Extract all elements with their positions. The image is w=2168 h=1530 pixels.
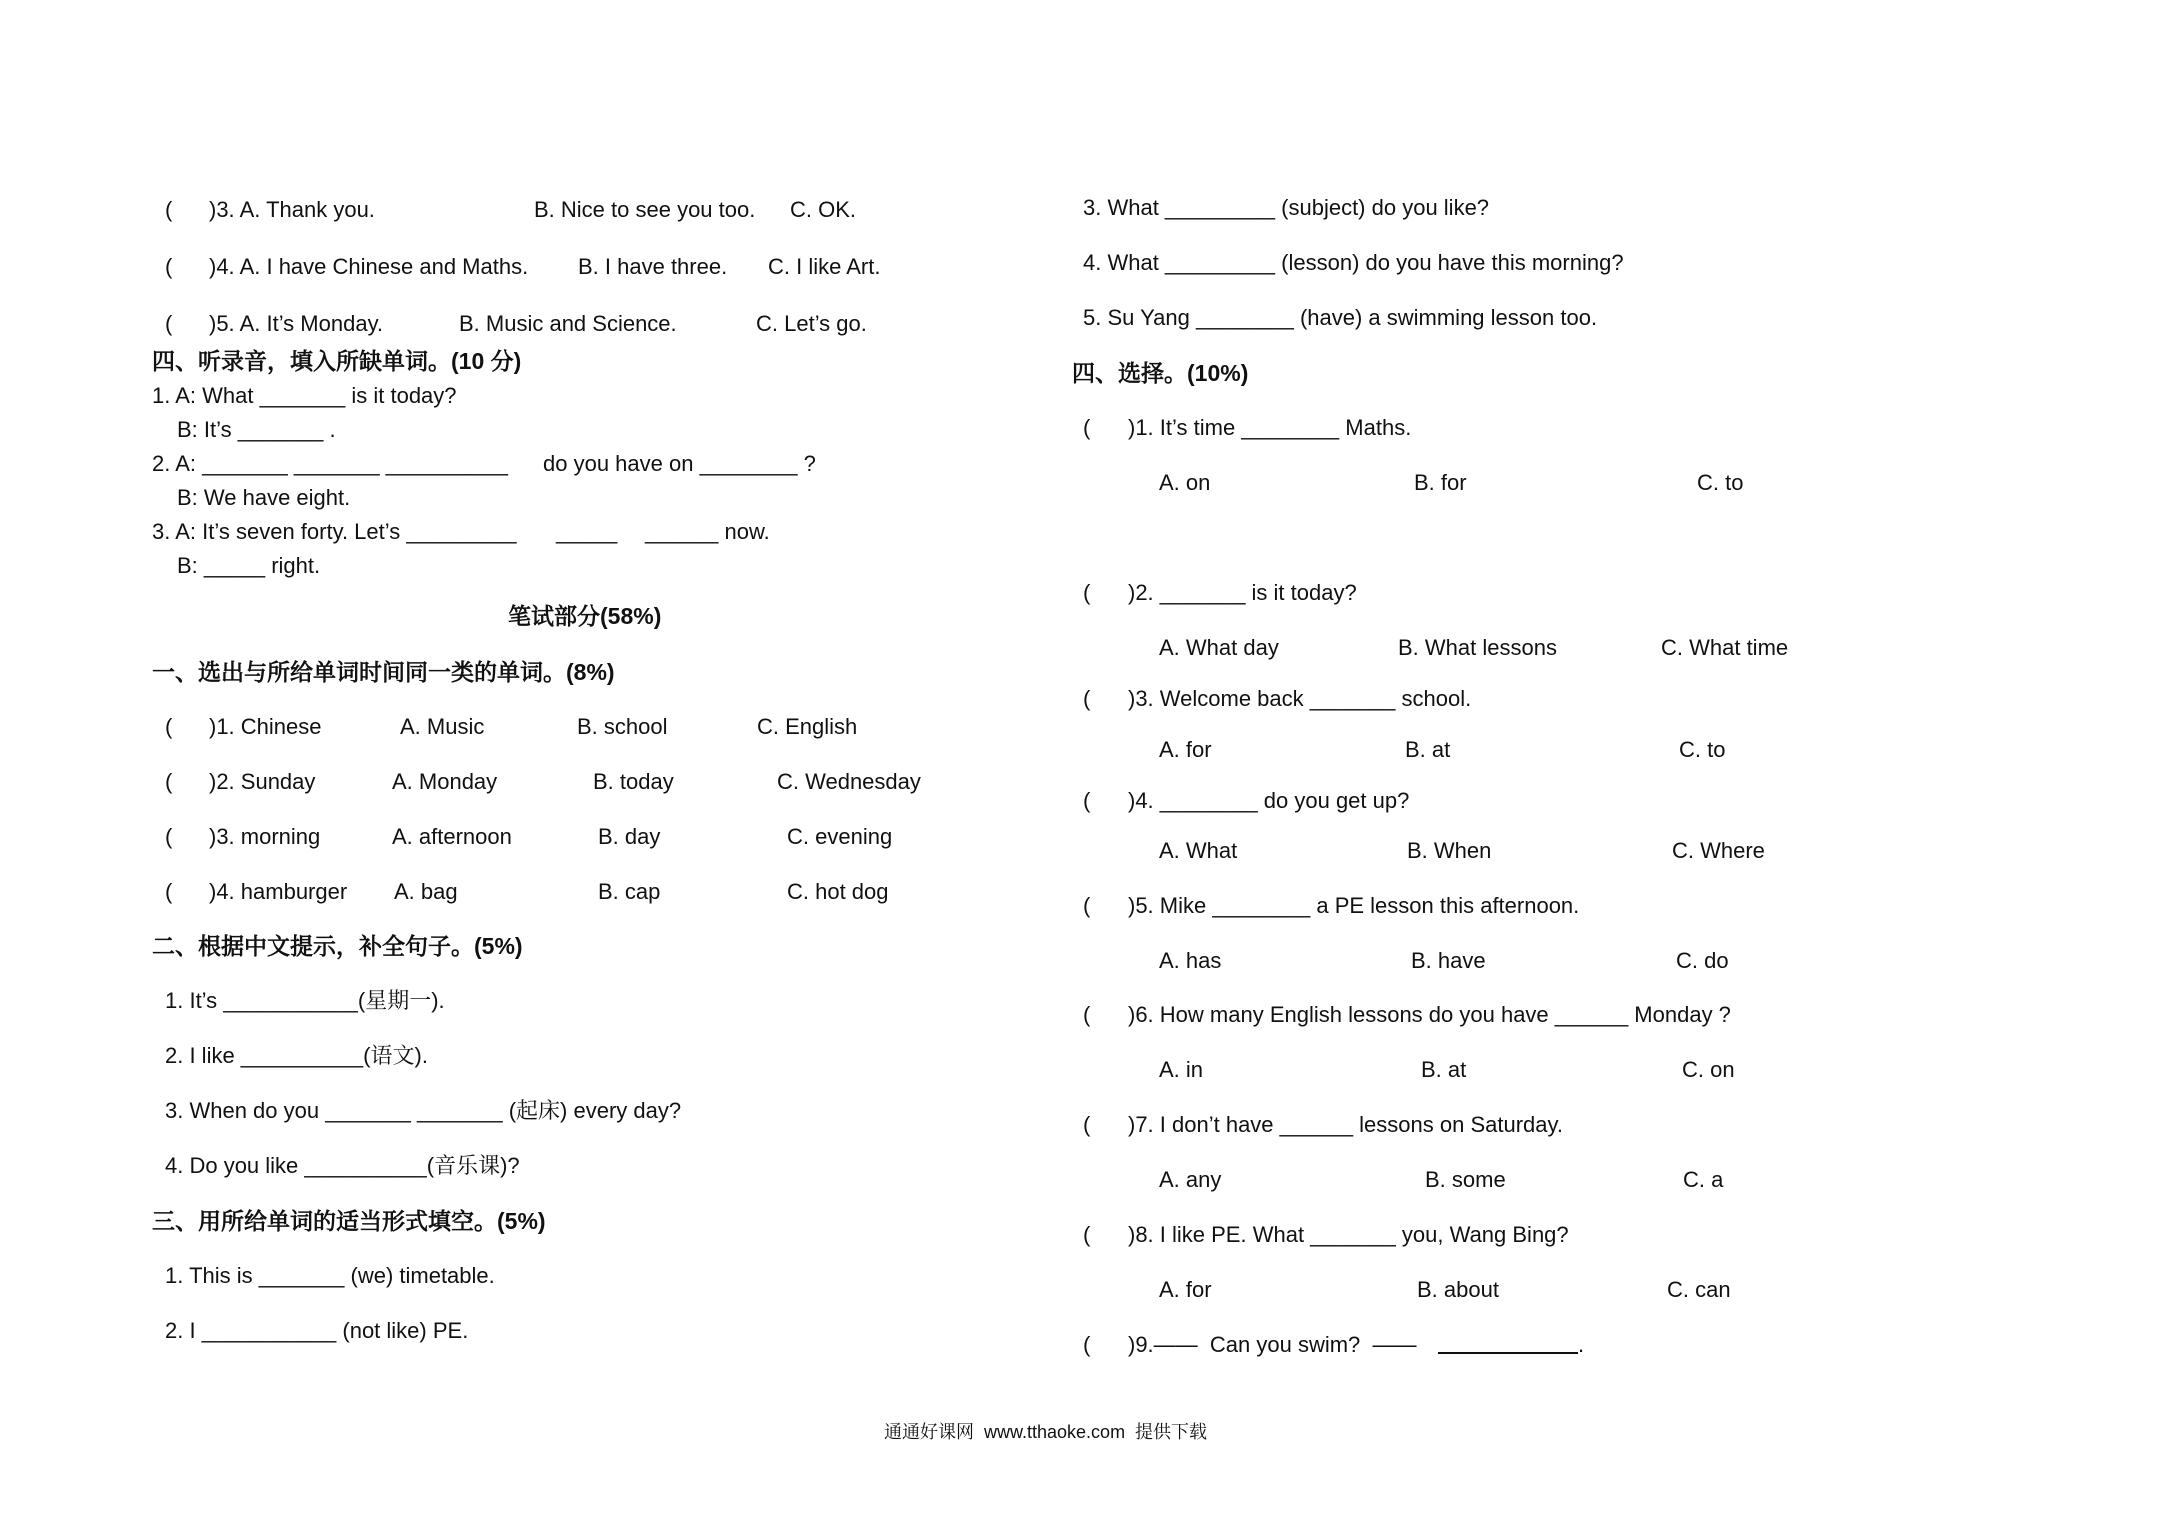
option-a: A. has — [1159, 948, 1222, 973]
answer-paren: ( — [1083, 788, 1091, 813]
option-b: B. When — [1407, 838, 1492, 863]
option-c: C. evening — [787, 824, 893, 849]
section-heading: 四、选择。(10%) — [1072, 360, 1249, 386]
question-stem: )1. It’s time ________ Maths. — [1128, 415, 1412, 440]
option-b: B. today — [593, 769, 674, 794]
answer-paren: ( — [1083, 415, 1091, 440]
question-stem: )3. A. Thank you. — [209, 197, 375, 222]
sentence-line: 3. When do you _______ _______ (起床) every day? — [165, 1098, 682, 1123]
option-b: B. I have three. — [578, 254, 728, 279]
option-c: C. What time — [1661, 635, 1789, 660]
answer-paren: ( — [1083, 1222, 1091, 1247]
option-b: B. What lessons — [1398, 635, 1557, 660]
footer-credit: 通通好课网 www.tthaoke.com 提供下载 — [884, 1422, 1208, 1442]
question-stem: )4. hamburger — [209, 879, 348, 904]
section-heading: 三、用所给单词的适当形式填空。(5%) — [152, 1208, 546, 1234]
section-heading: 一、选出与所给单词时间同一类的单词。(8%) — [152, 659, 615, 685]
written-part-title: 笔试部分(58%) — [508, 603, 662, 629]
option-a: A. for — [1159, 737, 1212, 762]
question-stem: )7. I don’t have ______ lessons on Saturday. — [1128, 1112, 1563, 1137]
answer-paren: ( — [165, 769, 173, 794]
option-b: B. Music and Science. — [459, 311, 677, 336]
sentence-line: 4. Do you like __________(音乐课)? — [165, 1153, 520, 1178]
option-c: C. a — [1683, 1167, 1724, 1192]
option-c: C. can — [1667, 1277, 1731, 1302]
dictation-line: 3. A: It’s seven forty. Let’s _________ — [152, 519, 517, 544]
sentence-line: 3. What _________ (subject) do you like? — [1083, 195, 1490, 220]
question-stem: )1. Chinese — [209, 714, 322, 739]
dictation-line: 2. A: _______ _______ __________ — [152, 451, 509, 476]
question-stem: )4. ________ do you get up? — [1128, 788, 1410, 813]
dictation-line: B: We have eight. — [177, 485, 351, 510]
section-heading: 二、根据中文提示，补全句子。(5%) — [152, 933, 523, 959]
option-a: A. What day — [1159, 635, 1279, 660]
option-b: B. about — [1417, 1277, 1499, 1302]
option-b: B. day — [598, 824, 661, 849]
section-heading: 四、听录音，填入所缺单词。(10 分) — [152, 348, 522, 374]
option-c: C. OK. — [790, 197, 857, 222]
dictation-line: ______ now. — [645, 519, 770, 544]
answer-paren: ( — [1083, 580, 1091, 605]
option-c: C. do — [1676, 948, 1729, 973]
sentence-line: 2. I like __________(语文). — [165, 1043, 428, 1068]
option-a: A. Monday — [392, 769, 498, 794]
answer-paren: ( — [165, 197, 173, 222]
answer-paren: ( — [165, 879, 173, 904]
answer-paren: ( — [165, 254, 173, 279]
option-c: C. to — [1697, 470, 1744, 495]
option-b: B. for — [1414, 470, 1467, 495]
answer-paren: ( — [165, 311, 173, 336]
question-stem: )5. Mike ________ a PE lesson this afternoon. — [1128, 893, 1580, 918]
sentence-line: 1. It’s ___________(星期一). — [165, 988, 445, 1013]
sentence-line: 5. Su Yang ________ (have) a swimming lesson too. — [1083, 305, 1598, 330]
sentence-line: 2. I ___________ (not like) PE. — [165, 1318, 469, 1343]
option-b: B. have — [1411, 948, 1486, 973]
question-stem: )5. A. It’s Monday. — [209, 311, 384, 336]
option-c: C. Where — [1672, 838, 1765, 863]
answer-paren: ( — [1083, 893, 1091, 918]
dictation-line: _____ — [556, 519, 618, 544]
option-a: A. bag — [394, 879, 458, 904]
option-b: B. some — [1425, 1167, 1506, 1192]
answer-paren: ( — [165, 824, 173, 849]
option-b: B. at — [1421, 1057, 1467, 1082]
question-stem: )9.—— Can you swim? —— — [1128, 1332, 1417, 1357]
answer-paren: ( — [165, 714, 173, 739]
option-b: B. at — [1405, 737, 1451, 762]
option-c: C. Let’s go. — [756, 311, 867, 336]
option-c: C. to — [1679, 737, 1726, 762]
option-a: A. Music — [400, 714, 485, 739]
option-c: C. on — [1682, 1057, 1735, 1082]
option-b: B. Nice to see you too. — [534, 197, 756, 222]
option-c: C. Wednesday — [777, 769, 921, 794]
question-stem: )3. morning — [209, 824, 321, 849]
sentence-line: 4. What _________ (lesson) do you have this morning? — [1083, 250, 1624, 275]
dictation-line: B: _____ right. — [177, 553, 321, 578]
sentence-line: 1. This is _______ (we) timetable. — [165, 1263, 495, 1288]
option-b: B. cap — [598, 879, 661, 904]
dictation-line: B: It’s _______ . — [177, 417, 336, 442]
dictation-line: do you have on ________ ? — [543, 451, 816, 476]
option-c: C. hot dog — [787, 879, 889, 904]
question-stem: )3. Welcome back _______ school. — [1128, 686, 1472, 711]
question-stem: )8. I like PE. What _______ you, Wang Bing? — [1128, 1222, 1569, 1247]
dictation-line: 1. A: What _______ is it today? — [152, 383, 457, 408]
answer-paren: ( — [1083, 686, 1091, 711]
option-a: A. What — [1159, 838, 1238, 863]
answer-paren: ( — [1083, 1002, 1091, 1027]
question-stem: )2. Sunday — [209, 769, 316, 794]
answer-blank — [1438, 1334, 1578, 1358]
option-a: A. on — [1159, 470, 1211, 495]
question-end: . — [1578, 1332, 1585, 1357]
question-stem: )6. How many English lessons do you have ______ Monday ? — [1128, 1002, 1731, 1027]
answer-paren: ( — [1083, 1332, 1091, 1357]
option-b: B. school — [577, 714, 668, 739]
option-a: A. afternoon — [392, 824, 512, 849]
question-stem: )2. _______ is it today? — [1128, 580, 1357, 605]
question-stem: )4. A. I have Chinese and Maths. — [209, 254, 529, 279]
option-c: C. English — [757, 714, 858, 739]
option-a: A. in — [1159, 1057, 1204, 1082]
option-c: C. I like Art. — [768, 254, 881, 279]
option-a: A. any — [1159, 1167, 1222, 1192]
answer-paren: ( — [1083, 1112, 1091, 1137]
option-a: A. for — [1159, 1277, 1212, 1302]
